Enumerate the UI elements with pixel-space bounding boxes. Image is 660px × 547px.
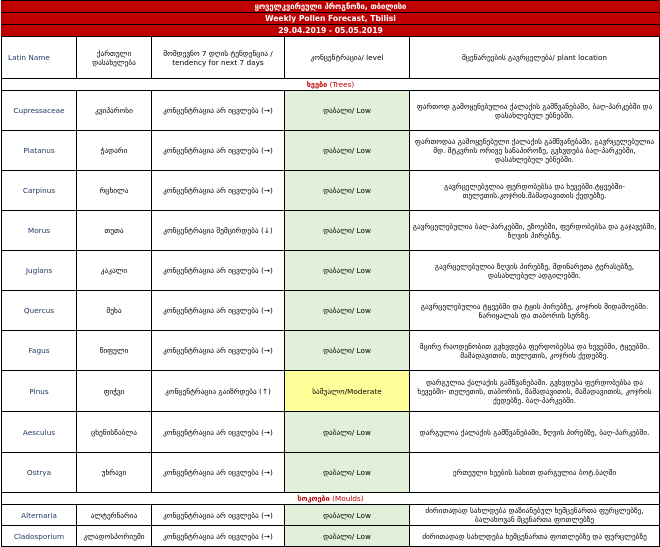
location-cell: გავრცელებულია ბაღ-პარკებში, ეზოებში, ფერდობებსა და გაჯავებში, ზღვის პირებზე.	[410, 211, 660, 251]
tendency-cell: კონცენტრაცია გაიზრდება (↑)	[152, 371, 285, 412]
header-tendency: მომდევნო 7 დღის ტენდენცია / tendency for next 7 days	[152, 37, 285, 79]
tendency-cell: კონცენტრაცია არ იცვლება (→)	[152, 526, 285, 547]
section-trees-ka: ხეები	[306, 80, 328, 89]
georgian-name-cell: მუხა	[77, 291, 152, 331]
georgian-name-cell: ალტერნარია	[77, 505, 152, 526]
level-cell: დაბალი/ Low	[285, 453, 410, 493]
location-cell: ერთეული ხეების სახით დარგულია ბოტ.ბაღში	[410, 453, 660, 493]
latin-name-cell: Platanus	[2, 131, 77, 171]
level-cell: დაბალი/ Low	[285, 211, 410, 251]
pollen-forecast-table	[1, 0, 660, 547]
location-cell: ძირითადად სახლდება ხემცენართა ფოთლებზე და ფურცლებზე	[410, 526, 660, 547]
latin-name-cell: Cupressaceae	[2, 91, 77, 131]
level-cell: დაბალი/ Low	[285, 412, 410, 453]
tendency-cell: კონცენტრაცია არ იცვლება (→)	[152, 251, 285, 291]
georgian-name-cell: თუთა	[77, 211, 152, 251]
location-cell: ძირითადად სახლდება დაზიანებულ ხემცენართა ფურცლებზე, ბალახოვან მცენართა ფოთლებზე	[410, 505, 660, 526]
section-moulds-row	[2, 493, 660, 505]
section-moulds-ka: სოკოები	[297, 494, 330, 503]
tendency-cell: კონცენტრაცია არ იცვლება (→)	[152, 291, 285, 331]
level-cell: საშუალო/Moderate	[285, 371, 410, 412]
georgian-name-cell: კლადოსპორიუმი	[77, 526, 152, 547]
header-level: კონცენტრაცია/ level	[285, 37, 410, 79]
location-cell: გავრცელებულია ზღვის პირებზე, მდინარეთა ტერასებზე, დასახლებულ ადგილებში.	[410, 251, 660, 291]
location-cell: გავრცელებულია ფერდობებსა და ხევებში.ტყეებში-თელეთის.კოჯრის.მამადავითის ქედებზე.	[410, 171, 660, 211]
table-header-row	[2, 37, 660, 79]
forecast-title-georgian: ყოველკვირეული პროგნოზი, თბილისი	[2, 1, 660, 13]
level-cell: დაბალი/ Low	[285, 291, 410, 331]
header-location: მცენარეების გავრცელება/ plant location	[410, 37, 660, 79]
location-cell: გავრცელებულია ტყეებში და ტყის პირებზე, კოჯრის მიდამოებში. ნარიყალას და თაბორის სერზე.	[410, 291, 660, 331]
table-row	[2, 211, 660, 251]
tendency-cell: კონცენტრაცია არ იცვლება (→)	[152, 453, 285, 493]
section-trees-row	[2, 79, 660, 91]
location-cell: მცირე რაოდენობით გვხვდება ფერდობებსა და ხევებში, ტყეებში. მამადავითის, თელეთის, კოჯრის ქედებზე.	[410, 331, 660, 371]
forecast-date-range: 29.04.2019 - 05.05.2019	[2, 25, 660, 37]
table-row	[2, 453, 660, 493]
table-row	[2, 505, 660, 526]
latin-name-cell: Alternaria	[2, 505, 77, 526]
table-row	[2, 131, 660, 171]
latin-name-cell: Juglans	[2, 251, 77, 291]
latin-name-cell: Quercus	[2, 291, 77, 331]
latin-name-cell: Carpinus	[2, 171, 77, 211]
tendency-cell: კონცენტრაცია არ იცვლება (→)	[152, 171, 285, 211]
georgian-name-cell: რცხილა	[77, 171, 152, 211]
latin-name-cell: Ostrya	[2, 453, 77, 493]
latin-name-cell: Cladosporium	[2, 526, 77, 547]
level-cell: დაბალი/ Low	[285, 251, 410, 291]
tendency-cell: კონცენტრაცია არ იცვლება (→)	[152, 331, 285, 371]
level-cell: დაბალი/ Low	[285, 131, 410, 171]
section-trees	[2, 79, 660, 91]
latin-name-cell: Pinus	[2, 371, 77, 412]
table-row	[2, 371, 660, 412]
section-trees-en: (Trees)	[327, 80, 355, 89]
level-cell: დაბალი/ Low	[285, 171, 410, 211]
tendency-cell: კონცენტრაცია არ იცვლება (→)	[152, 131, 285, 171]
header-latin-name: Latin Name	[2, 37, 77, 79]
location-cell: დარგულია ქალაქის გამწვანებაში. გვხვდება ფერდობებსა და ხევებში- თელეთის, თაბორის, მამადავითის, მამადავითის, კოჯრის ქედებზე. ბაღ-პარკებში.	[410, 371, 660, 412]
table-row	[2, 251, 660, 291]
header-georgian-name: ქართული დასახელება	[77, 37, 152, 79]
table-row	[2, 331, 660, 371]
forecast-title-english: Weekly Pollen Forecast, Tbilisi	[2, 13, 660, 25]
georgian-name-cell: უხრავი	[77, 453, 152, 493]
table-row	[2, 91, 660, 131]
table-row	[2, 291, 660, 331]
latin-name-cell: Morus	[2, 211, 77, 251]
georgian-name-cell: ფიჭვი	[77, 371, 152, 412]
table-row	[2, 526, 660, 547]
georgian-name-cell: წიფელი	[77, 331, 152, 371]
tendency-cell: კონცენტრაცია არ იცვლება (→)	[152, 505, 285, 526]
georgian-name-cell: კვიპაროსი	[77, 91, 152, 131]
location-cell: ფართოდ გამოყენებულია ქალაქის გამწვანებაში, ბაღ-პარკებში და დასახლებულ უბნებში.	[410, 91, 660, 131]
level-cell: დაბალი/ Low	[285, 331, 410, 371]
level-cell: დაბალი/ Low	[285, 526, 410, 547]
location-cell: დარგულია ქალაქის გამწვანებაში, ზღვის პირებზე, ბაღ-პარკებში.	[410, 412, 660, 453]
section-moulds-en: (Moulds)	[329, 494, 364, 503]
latin-name-cell: Fagus	[2, 331, 77, 371]
latin-name-cell: Aesculus	[2, 412, 77, 453]
level-cell: დაბალი/ Low	[285, 505, 410, 526]
section-moulds	[2, 493, 660, 505]
georgian-name-cell: კაკალი	[77, 251, 152, 291]
tendency-cell: კონცენტრაცია შემცირდება (↓)	[152, 211, 285, 251]
georgian-name-cell: ცხენისწაბლა	[77, 412, 152, 453]
georgian-name-cell: ჭადარი	[77, 131, 152, 171]
tendency-cell: კონცენტრაცია არ იცვლება (→)	[152, 91, 285, 131]
level-cell: დაბალი/ Low	[285, 91, 410, 131]
location-cell: ფართოდაა გამოყენებული ქალაქის გამწვანებაში, გავრცელებულია მდ. მტკვრის ორივე სანაპიროზე, გვხვდება ბაღ-პარკებში, დასახლებულ უბნებში.	[410, 131, 660, 171]
table-row	[2, 412, 660, 453]
table-row	[2, 171, 660, 211]
tendency-cell: კონცენტრაცია არ იცვლება (→)	[152, 412, 285, 453]
